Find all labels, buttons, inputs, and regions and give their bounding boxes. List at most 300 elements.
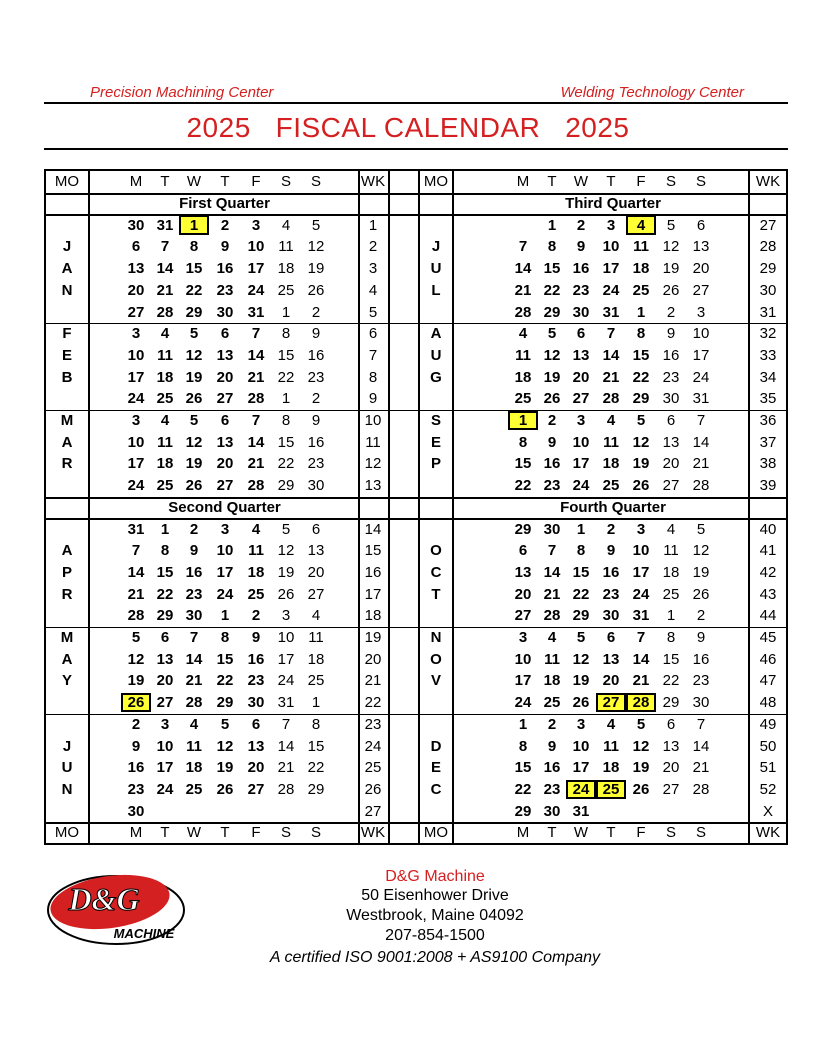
date-cell: 26 (277, 585, 295, 603)
date-cell: 21 (602, 368, 620, 386)
date-cell: 27 (662, 780, 680, 798)
date-cell: 24 (602, 281, 620, 299)
week-number: 47 (759, 672, 777, 690)
month-letter: J (431, 238, 441, 256)
date-cell: 8 (189, 238, 199, 256)
date-cell: 1 (636, 303, 646, 321)
date-cell: 20 (572, 368, 590, 386)
date-cell: 18 (156, 455, 174, 473)
date-cell: 9 (311, 325, 321, 343)
date-cell: 22 (543, 281, 561, 299)
date-cell: 5 (281, 520, 291, 538)
date-cell: 7 (636, 629, 646, 647)
month-letter (420, 214, 452, 236)
month-letter (46, 475, 88, 497)
date-cell: 6 (696, 216, 706, 234)
date-cell: 8 (666, 629, 676, 647)
date-cell: 6 (311, 520, 321, 538)
month-letter: U (430, 346, 442, 364)
date-cell: 13 (602, 650, 620, 668)
week-number: 17 (364, 585, 382, 603)
month-letter: L (431, 281, 441, 299)
month-letter: D (430, 737, 442, 755)
date-cell: 6 (160, 629, 170, 647)
date-cell: 23 (662, 368, 680, 386)
column-header-day: S (665, 173, 676, 191)
date-cell: 7 (696, 715, 706, 733)
holiday-date: 26 (121, 693, 151, 713)
date-cell: 19 (307, 260, 325, 278)
date-cell: 17 (572, 455, 590, 473)
date-cell: 19 (692, 563, 710, 581)
date-cell: 31 (277, 694, 295, 712)
week-number: 22 (364, 694, 382, 712)
date-cell (301, 801, 331, 821)
month-letter: F (62, 325, 72, 343)
date-cell: 28 (247, 390, 265, 408)
date-cell: 26 (216, 780, 234, 798)
date-cell: 25 (156, 477, 174, 495)
date-cell: 26 (572, 694, 590, 712)
date-cell: 7 (189, 629, 199, 647)
date-cell: 3 (251, 216, 261, 234)
month-letter: A (61, 650, 73, 668)
date-cell: 8 (576, 542, 586, 560)
week-number: 24 (364, 737, 382, 755)
month-divider (46, 410, 786, 412)
date-cell: 4 (666, 520, 676, 538)
date-cell: 20 (602, 672, 620, 690)
date-cell: 24 (514, 694, 532, 712)
date-cell: 20 (662, 455, 680, 473)
week-number: 41 (759, 542, 777, 560)
date-cell: 2 (696, 607, 706, 625)
date-cell: 8 (281, 325, 291, 343)
month-divider (46, 323, 786, 325)
date-cell (271, 801, 301, 821)
date-cell (596, 801, 626, 821)
date-cell: 30 (692, 694, 710, 712)
month-letter: N (61, 780, 73, 798)
company-footer (250, 868, 620, 967)
date-cell: 19 (185, 455, 203, 473)
date-cell: 31 (572, 802, 590, 820)
date-cell: 29 (572, 607, 590, 625)
date-cell: 18 (277, 260, 295, 278)
date-cell: 30 (307, 477, 325, 495)
week-number: 48 (759, 694, 777, 712)
date-cell: 23 (185, 585, 203, 603)
quarter-divider (46, 518, 786, 520)
date-cell: 16 (602, 563, 620, 581)
date-cell: 23 (127, 780, 145, 798)
date-cell: 15 (277, 433, 295, 451)
date-cell: 28 (692, 477, 710, 495)
week-number: X (762, 802, 773, 820)
quarter-divider (46, 214, 786, 216)
date-cell: 17 (156, 759, 174, 777)
date-cell: 2 (666, 303, 676, 321)
week-number: 49 (759, 715, 777, 733)
date-cell: 5 (311, 216, 321, 234)
date-cell: 28 (156, 303, 174, 321)
grid-line-vertical (88, 171, 90, 843)
date-cell: 16 (543, 759, 561, 777)
precision-machining-header: Precision Machining Center (90, 84, 274, 101)
date-cell: 6 (666, 412, 676, 430)
date-cell: 14 (247, 433, 265, 451)
date-cell: 5 (666, 216, 676, 234)
column-header-mo: MO (54, 173, 80, 191)
date-cell: 18 (514, 368, 532, 386)
column-footer-day: T (606, 824, 616, 842)
week-number: 33 (759, 346, 777, 364)
column-header-day: S (695, 173, 706, 191)
date-cell: 13 (156, 650, 174, 668)
date-cell: 11 (633, 238, 649, 256)
month-letter (420, 475, 452, 497)
date-cell: 3 (576, 412, 586, 430)
date-cell: 7 (696, 412, 706, 430)
week-number: 35 (759, 390, 777, 408)
date-cell: 8 (281, 412, 291, 430)
date-cell: 14 (277, 737, 295, 755)
date-cell: 19 (572, 672, 590, 690)
column-header-day: S (280, 173, 291, 191)
date-cell: 4 (606, 412, 616, 430)
date-cell: 30 (127, 216, 145, 234)
date-cell: 14 (632, 650, 650, 668)
date-cell: 16 (692, 650, 710, 668)
date-cell: 8 (160, 542, 170, 560)
date-cell: 17 (632, 563, 650, 581)
date-cell: 4 (606, 715, 616, 733)
date-cell: 1 (311, 694, 321, 712)
week-number: 12 (364, 455, 382, 473)
date-cell: 7 (251, 325, 261, 343)
date-cell: 22 (514, 477, 532, 495)
date-cell: 11 (157, 346, 173, 364)
month-letter: T (431, 585, 441, 603)
date-cell: 2 (189, 520, 199, 538)
column-header-day: F (251, 173, 261, 191)
month-letter: O (430, 542, 442, 560)
month-letter: O (430, 650, 442, 668)
date-cell: 17 (514, 672, 532, 690)
month-letter (420, 714, 452, 736)
date-cell: 8 (220, 629, 230, 647)
week-number: 26 (364, 780, 382, 798)
date-cell: 18 (543, 672, 561, 690)
date-cell: 15 (277, 346, 295, 364)
date-cell: 1 (547, 216, 557, 234)
month-letter (46, 518, 88, 540)
month-letter: M (60, 412, 74, 430)
date-cell: 2 (251, 607, 261, 625)
date-cell: 6 (131, 238, 141, 256)
date-cell: 14 (692, 737, 710, 755)
date-cell: 4 (547, 629, 557, 647)
column-footer-day: S (695, 824, 706, 842)
date-cell: 27 (156, 694, 174, 712)
date-cell: 28 (514, 303, 532, 321)
title-rule (44, 148, 788, 150)
grid-line-horizontal (46, 497, 786, 499)
week-number: 15 (364, 542, 382, 560)
address-line-1: 50 Eisenhower Drive (361, 887, 509, 904)
month-letter (420, 301, 452, 323)
date-cell: 4 (518, 325, 528, 343)
date-cell: 30 (543, 520, 561, 538)
date-cell: 9 (311, 412, 321, 430)
date-cell: 12 (216, 737, 234, 755)
column-footer-day: W (573, 824, 589, 842)
date-cell: 20 (156, 672, 174, 690)
date-cell: 25 (602, 477, 620, 495)
date-cell: 20 (127, 281, 145, 299)
grid-line-horizontal (46, 822, 786, 824)
date-cell: 23 (307, 455, 325, 473)
month-letter (420, 800, 452, 822)
month-letter (46, 214, 88, 236)
date-cell: 3 (131, 412, 141, 430)
date-cell: 6 (518, 542, 528, 560)
month-letter (46, 714, 88, 736)
date-cell: 19 (632, 455, 650, 473)
month-letter (46, 388, 88, 410)
date-cell: 26 (185, 390, 203, 408)
date-cell: 29 (514, 520, 532, 538)
grid-line-vertical (748, 171, 750, 843)
date-cell: 4 (160, 412, 170, 430)
week-number: 42 (759, 563, 777, 581)
date-cell: 9 (547, 737, 557, 755)
page-title: 2025 FISCAL CALENDAR 2025 (186, 112, 630, 143)
date-cell: 9 (666, 325, 676, 343)
date-cell: 26 (632, 780, 650, 798)
month-letter: C (430, 563, 442, 581)
date-cell: 19 (632, 759, 650, 777)
date-cell: 6 (606, 629, 616, 647)
date-cell: 27 (307, 585, 325, 603)
date-cell (508, 215, 538, 235)
column-footer-day: W (186, 824, 202, 842)
date-cell: 30 (127, 802, 145, 820)
date-cell: 19 (127, 672, 145, 690)
date-cell: 25 (156, 390, 174, 408)
week-number: 36 (759, 412, 777, 430)
date-cell: 14 (156, 260, 174, 278)
date-cell: 13 (307, 542, 325, 560)
date-cell: 20 (216, 368, 234, 386)
date-cell: 8 (518, 433, 528, 451)
grid-line-horizontal (46, 193, 786, 195)
column-header-mo: MO (423, 173, 449, 191)
date-cell: 11 (186, 737, 202, 755)
column-footer-day: F (636, 824, 646, 842)
date-cell: 14 (247, 346, 265, 364)
date-cell (241, 801, 271, 821)
date-cell: 29 (514, 802, 532, 820)
month-letter: E (430, 759, 441, 777)
date-cell: 11 (248, 542, 264, 560)
date-cell: 7 (251, 412, 261, 430)
date-cell: 2 (311, 303, 321, 321)
date-cell: 3 (518, 629, 528, 647)
week-number: 2 (368, 238, 378, 256)
date-cell: 5 (131, 629, 141, 647)
month-letter: A (61, 433, 73, 451)
date-cell: 3 (220, 520, 230, 538)
date-cell: 31 (602, 303, 620, 321)
date-cell: 21 (247, 455, 265, 473)
date-cell: 5 (220, 715, 230, 733)
center-divider (418, 171, 420, 843)
date-cell: 25 (632, 281, 650, 299)
date-cell: 14 (514, 260, 532, 278)
date-cell: 30 (662, 390, 680, 408)
date-cell: 22 (277, 368, 295, 386)
certification-line: A certified ISO 9001:2008 + AS9100 Company (269, 949, 601, 966)
week-number: 1 (368, 216, 378, 234)
logo-icon (44, 868, 194, 948)
date-cell: 16 (572, 260, 590, 278)
date-cell: 12 (572, 650, 590, 668)
date-cell: 6 (251, 715, 261, 733)
date-cell: 22 (572, 585, 590, 603)
date-cell: 25 (307, 672, 325, 690)
date-cell: 1 (281, 303, 291, 321)
grid-line-vertical (452, 171, 454, 843)
date-cell: 25 (514, 390, 532, 408)
date-cell: 22 (514, 780, 532, 798)
date-cell: 16 (307, 346, 325, 364)
date-cell: 30 (602, 607, 620, 625)
date-cell: 1 (666, 607, 676, 625)
month-letter: S (430, 412, 441, 430)
date-cell: 21 (247, 368, 265, 386)
date-cell: 27 (127, 303, 145, 321)
week-number: 4 (368, 281, 378, 299)
month-letter: P (430, 455, 441, 473)
date-cell: 3 (576, 715, 586, 733)
week-number: 52 (759, 780, 777, 798)
date-cell: 18 (185, 759, 203, 777)
week-number: 19 (364, 629, 382, 647)
date-cell: 15 (514, 759, 532, 777)
date-cell: 29 (662, 694, 680, 712)
date-cell: 26 (662, 281, 680, 299)
date-cell: 8 (547, 238, 557, 256)
date-cell: 12 (185, 346, 203, 364)
date-cell: 13 (572, 346, 590, 364)
date-cell: 11 (157, 433, 173, 451)
date-cell: 9 (606, 542, 616, 560)
date-cell: 29 (307, 780, 325, 798)
top-rule (44, 102, 788, 104)
date-cell: 27 (662, 477, 680, 495)
month-letter: E (430, 433, 441, 451)
month-letter: A (61, 542, 73, 560)
week-number: 39 (759, 477, 777, 495)
month-letter (420, 518, 452, 540)
month-letter: B (61, 368, 73, 386)
date-cell: 19 (277, 563, 295, 581)
company-name: D&G Machine (385, 868, 485, 885)
column-header-day: T (606, 173, 616, 191)
date-cell: 24 (247, 281, 265, 299)
column-footer-wk: WK (360, 824, 386, 842)
date-cell: 18 (247, 563, 265, 581)
date-cell: 7 (606, 325, 616, 343)
date-cell: 13 (692, 238, 710, 256)
date-cell: 28 (602, 390, 620, 408)
date-cell: 6 (220, 412, 230, 430)
date-cell: 31 (247, 303, 265, 321)
date-cell: 27 (216, 477, 234, 495)
month-letter: U (430, 260, 442, 278)
week-number: 27 (759, 216, 777, 234)
logo-text-machine: MACHINE (113, 926, 175, 941)
column-footer-day: F (251, 824, 261, 842)
date-cell: 29 (185, 303, 203, 321)
date-cell: 27 (692, 281, 710, 299)
month-letter: R (61, 455, 73, 473)
date-cell: 16 (216, 260, 234, 278)
date-cell: 5 (547, 325, 557, 343)
month-letter: P (61, 563, 72, 581)
month-letter: N (61, 281, 73, 299)
date-cell: 21 (185, 672, 203, 690)
date-cell: 21 (692, 759, 710, 777)
date-cell: 17 (692, 346, 710, 364)
date-cell: 11 (603, 433, 619, 451)
week-number: 38 (759, 455, 777, 473)
date-cell: 7 (281, 715, 291, 733)
fiscal-calendar-grid (44, 169, 788, 845)
date-cell: 12 (662, 238, 680, 256)
date-cell: 30 (216, 303, 234, 321)
date-cell: 5 (189, 412, 199, 430)
column-header-day: W (573, 173, 589, 191)
month-letter: J (62, 238, 72, 256)
month-letter: A (61, 260, 73, 278)
date-cell: 13 (662, 737, 680, 755)
date-cell: 8 (636, 325, 646, 343)
date-cell: 2 (131, 715, 141, 733)
column-footer-wk: WK (755, 824, 781, 842)
date-cell: 22 (156, 585, 174, 603)
week-number: 45 (759, 629, 777, 647)
date-cell: 26 (632, 477, 650, 495)
month-letter (46, 692, 88, 714)
date-cell: 13 (514, 563, 532, 581)
date-cell: 28 (127, 607, 145, 625)
column-header-day: M (129, 173, 143, 191)
date-cell: 23 (572, 281, 590, 299)
date-cell: 5 (189, 325, 199, 343)
date-cell: 1 (576, 520, 586, 538)
date-cell: 18 (156, 368, 174, 386)
date-cell: 22 (662, 672, 680, 690)
date-cell: 1 (518, 715, 528, 733)
week-number: 8 (368, 368, 378, 386)
week-number: 21 (364, 672, 382, 690)
month-letter (46, 605, 88, 627)
date-cell: 29 (216, 694, 234, 712)
date-cell: 25 (543, 694, 561, 712)
date-cell: 20 (216, 455, 234, 473)
